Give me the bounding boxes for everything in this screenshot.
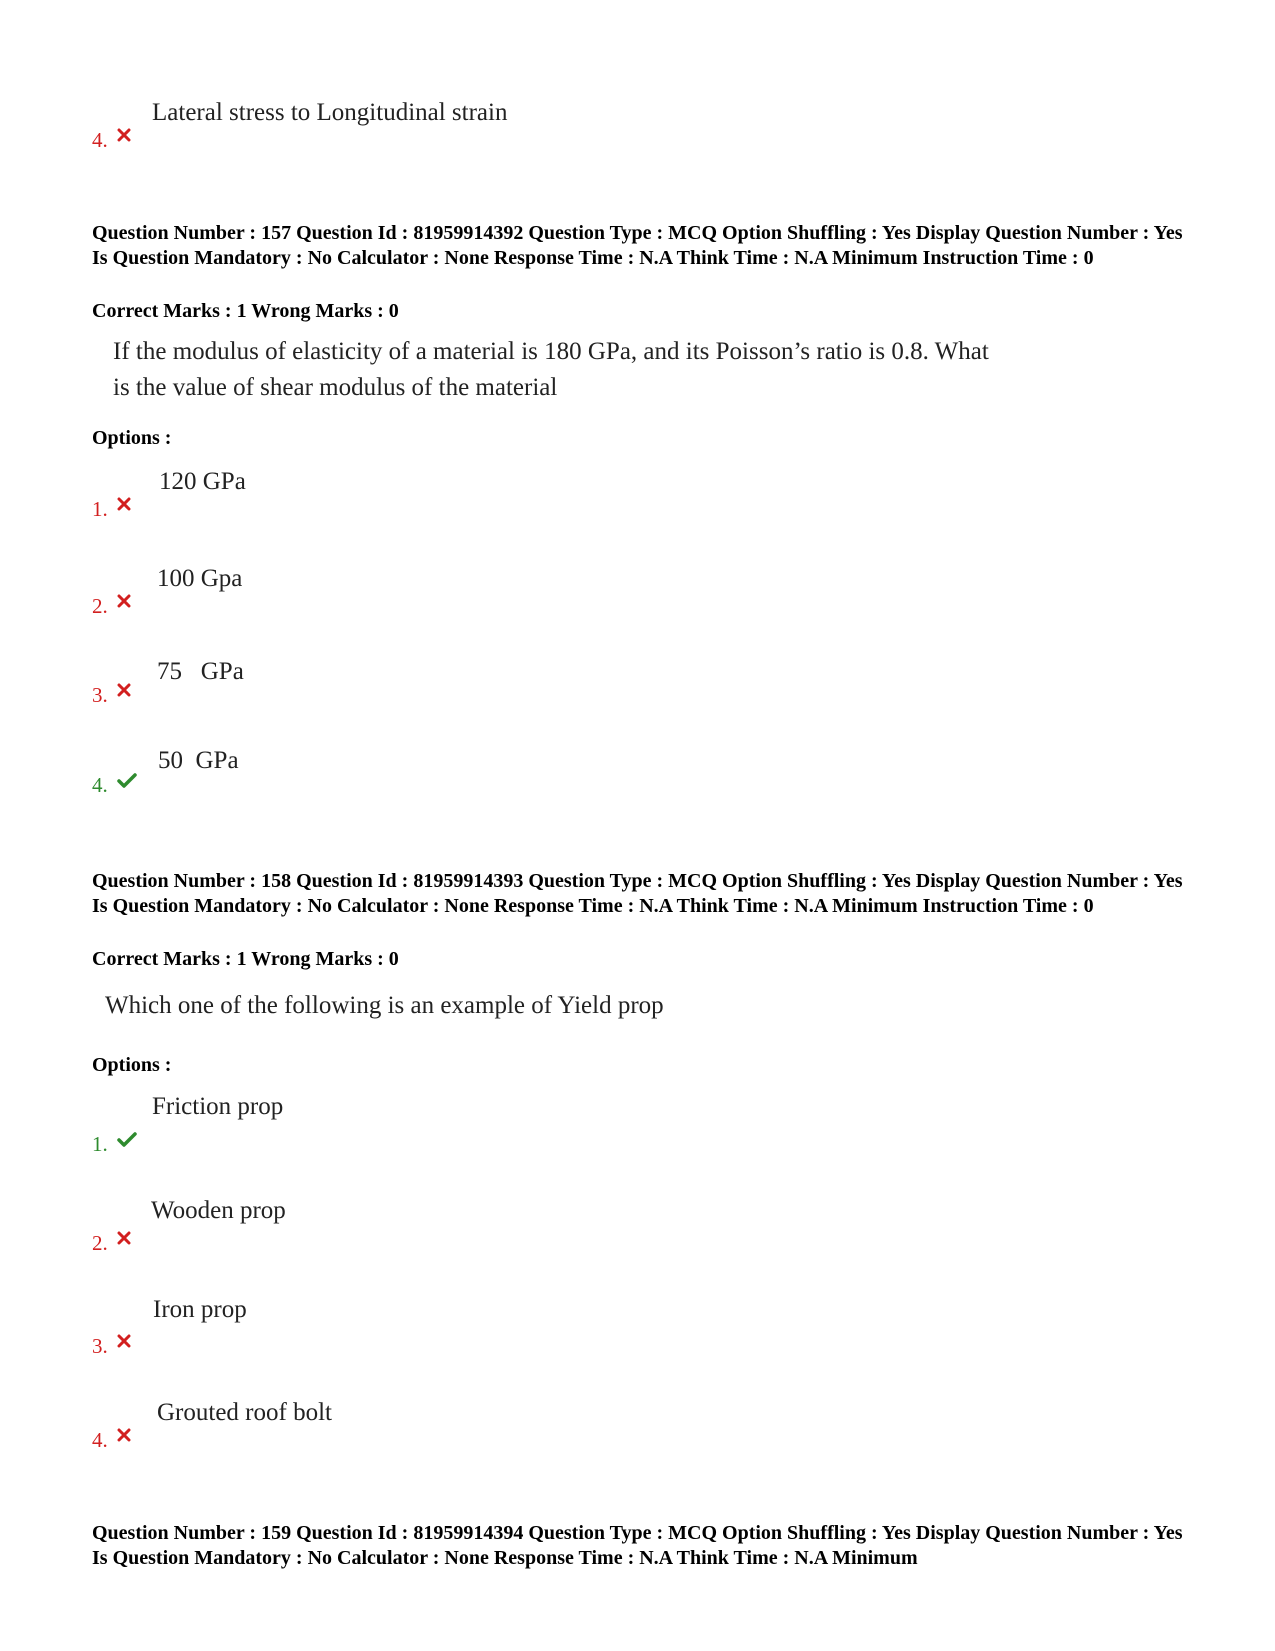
checkmark-icon — [117, 773, 137, 789]
option-text: Wooden prop — [151, 1197, 286, 1224]
option-text: Lateral stress to Longitudinal strain — [152, 99, 508, 126]
option-text: 120 GPa — [159, 468, 246, 495]
option-number: 3. — [92, 1334, 131, 1358]
option-text: 100 Gpa — [157, 565, 243, 592]
cross-icon — [117, 1428, 131, 1442]
question-meta: Question Number : 158 Question Id : 81959914393 Question Type : MCQ Option Shuffling : Yes Display Question Number : Yes Is Question Mandatory : No Calculator : None Response Time : N.A Think Time : N.A Minimum Instruction Time : 0 — [92, 870, 1183, 917]
cross-icon — [117, 1334, 131, 1348]
checkmark-icon — [117, 1132, 137, 1148]
option-number: 1. — [92, 1132, 137, 1156]
option-number: 4. — [92, 1428, 131, 1452]
cross-icon — [117, 497, 131, 511]
option-number: 2. — [92, 594, 131, 618]
option-number: 4. — [92, 128, 131, 152]
question-text: Which one of the following is an example of Yield prop — [105, 992, 664, 1019]
cross-icon — [117, 128, 131, 142]
option-text: Iron prop — [153, 1296, 247, 1323]
option-number: 4. — [92, 773, 137, 797]
option-text: Grouted roof bolt — [157, 1399, 332, 1426]
option-number: 3. — [92, 683, 131, 707]
option-text: 75 GPa — [157, 658, 244, 685]
question-marks: Correct Marks : 1 Wrong Marks : 0 — [92, 948, 399, 970]
option-number: 2. — [92, 1231, 131, 1255]
cross-icon — [117, 1231, 131, 1245]
question-marks: Correct Marks : 1 Wrong Marks : 0 — [92, 300, 399, 322]
question-meta: Question Number : 157 Question Id : 81959914392 Question Type : MCQ Option Shuffling : Yes Display Question Number : Yes Is Question Mandatory : No Calculator : None Response Time : N.A Think Time : N.A Minimum Instruction Time : 0 — [92, 222, 1183, 269]
question-text: If the modulus of elasticity of a material is 180 GPa, and its Poisson’s ratio is 0.8. What is the value of shear modulus of the material — [113, 338, 989, 401]
question-meta: Question Number : 159 Question Id : 81959914394 Question Type : MCQ Option Shuffling : Yes Display Question Number : Yes Is Question Mandatory : No Calculator : None Response Time : N.A Think Time : N.A Minimum — [92, 1522, 1183, 1569]
options-label: Options : — [92, 1054, 172, 1076]
option-text: 50 GPa — [158, 747, 239, 774]
cross-icon — [117, 683, 131, 697]
options-label: Options : — [92, 427, 172, 449]
option-number: 1. — [92, 497, 131, 521]
option-text: Friction prop — [152, 1093, 284, 1120]
cross-icon — [117, 594, 131, 608]
